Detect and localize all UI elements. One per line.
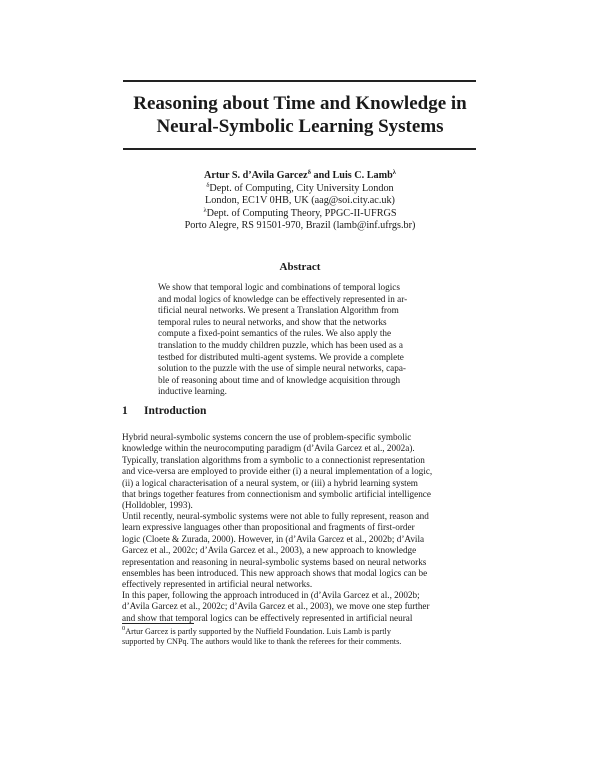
paragraph-line: (Holldobler, 1993). xyxy=(122,500,193,511)
footnote-text-1: Artur Garcez is partly supported by the Nuffield Foundation. Luis Lamb is partly xyxy=(125,627,391,636)
abstract-line: temporal rules to neural networks, and show that the networks xyxy=(158,316,387,327)
title-line-1: Reasoning about Time and Knowledge in xyxy=(133,93,467,114)
author-2-mark: λ xyxy=(392,169,396,176)
author-block xyxy=(100,170,500,233)
section-heading-introduction xyxy=(122,405,206,417)
paper-title xyxy=(100,92,500,138)
affiliation-1-line-2: London, EC1V 0HB, UK (aag@soi.city.ac.uk) xyxy=(205,195,395,207)
paragraph-line: Garcez et al., 2002c; d’Avila Garcez et al., 2003), a new approach to knowledge xyxy=(122,545,417,556)
paragraph-line: and show that temporal logics can be effectively represented in artificial neural xyxy=(122,612,413,623)
paragraph-line: knowledge within the neurocomputing paradigm (d’Avila Garcez et al., 2002a). xyxy=(122,443,415,454)
section-title: Introduction xyxy=(144,405,207,417)
paragraph-line: d’Avila Garcez et al., 2002c; d’Avila Garcez et al., 2003), we move one step further xyxy=(122,601,430,612)
abstract-line: testbed for distributed multi-agent systems. We provide a complete xyxy=(158,351,404,362)
footnote-mark: 0 xyxy=(122,625,126,632)
abstract-line: We show that temporal logic and combinations of temporal logics xyxy=(158,282,400,292)
abstract-line: and modal logics of knowledge can be effectively represented in ar- xyxy=(158,293,408,304)
title-top-rule xyxy=(123,80,476,82)
affiliation-2-text: Dept. of Computing Theory, PPGC-II-UFRGS xyxy=(206,207,397,219)
footnote-line-2: supported by CNPq. The authors would like to thank the referees for their comments. xyxy=(122,637,402,647)
abstract-line: tificial neural networks. We present a Translation Algorithm from xyxy=(158,305,399,316)
paragraph-line: representation and reasoning in neural-symbolic systems based on neural networks xyxy=(122,556,427,567)
abstract-heading: Abstract xyxy=(279,261,321,273)
affiliation-1-mark: δ xyxy=(206,181,210,189)
paragraph-line: logic (Cloete & Zurada, 2000). However, in (d’Avila Garcez et al., 2002b; d’Avila xyxy=(122,533,425,544)
footnote-rule xyxy=(122,623,194,624)
abstract-body xyxy=(158,282,444,398)
paragraph-line: In this paper, following the approach introduced in (d’Avila Garcez et al., 2002b; xyxy=(122,590,420,600)
paragraph-line: ensembles has been introduced. This new approach shows that modal logics can be xyxy=(122,568,428,579)
footnote xyxy=(122,627,480,647)
abstract-line: compute a fixed-point semantics of the rules. We also apply the xyxy=(158,328,392,339)
paragraph-line: Typically, translation algorithms from a symbolic to a connectionist representation xyxy=(122,454,425,465)
intro-paragraph-1 xyxy=(122,432,480,512)
author-1-mark: δ xyxy=(307,169,311,176)
intro-paragraph-2 xyxy=(122,511,480,591)
paragraph-line: (ii) a logical characterisation of a neural system, or (iii) a hybrid learning system xyxy=(122,477,418,488)
author-connector: and xyxy=(310,170,333,181)
affiliation-2-line-2: Porto Alegre, RS 91501-970, Brazil (lamb@inf.ufrgs.br) xyxy=(184,220,416,232)
author-names xyxy=(100,170,500,183)
title-bottom-rule xyxy=(123,148,476,150)
affiliation-1-text: Dept. of Computing, City University London xyxy=(209,182,394,194)
affiliation-1-line-1 xyxy=(100,183,500,196)
author-2: Luis C. Lamb xyxy=(332,170,393,181)
abstract-line: ble of reasoning about time and of knowledge acquisition through xyxy=(158,374,401,385)
abstract-line: solution to the puzzle with the use of simple neural networks, capa- xyxy=(158,363,406,374)
section-number: 1 xyxy=(122,405,128,417)
paragraph-line: effectively represented in artificial neural networks. xyxy=(122,579,313,590)
paragraph-line: that brings together features from connectionism and symbolic artificial intelligence xyxy=(122,489,431,500)
affiliation-2-line-1 xyxy=(100,208,500,221)
footnote-line-1 xyxy=(122,627,480,637)
paragraph-line: Hybrid neural-symbolic systems concern the use of problem-specific symbolic xyxy=(122,432,412,442)
title-line-2: Neural-Symbolic Learning Systems xyxy=(156,116,444,137)
abstract-line: inductive learning. xyxy=(158,386,227,397)
affiliation-2-mark: λ xyxy=(203,206,207,214)
intro-paragraph-3 xyxy=(122,590,480,624)
paragraph-line: Until recently, neural-symbolic systems were not able to fully represent, reason and xyxy=(122,511,429,521)
paragraph-line: and vice-versa are employed to provide either (i) a neural implementation of a logic, xyxy=(122,466,433,477)
paragraph-line: learn expressive languages other than propositional and fragments of first-order xyxy=(122,522,415,533)
author-1: Artur S. d’Avila Garcez xyxy=(204,170,308,181)
abstract-line: translation to the muddy children puzzle, which has been used as a xyxy=(158,339,403,350)
